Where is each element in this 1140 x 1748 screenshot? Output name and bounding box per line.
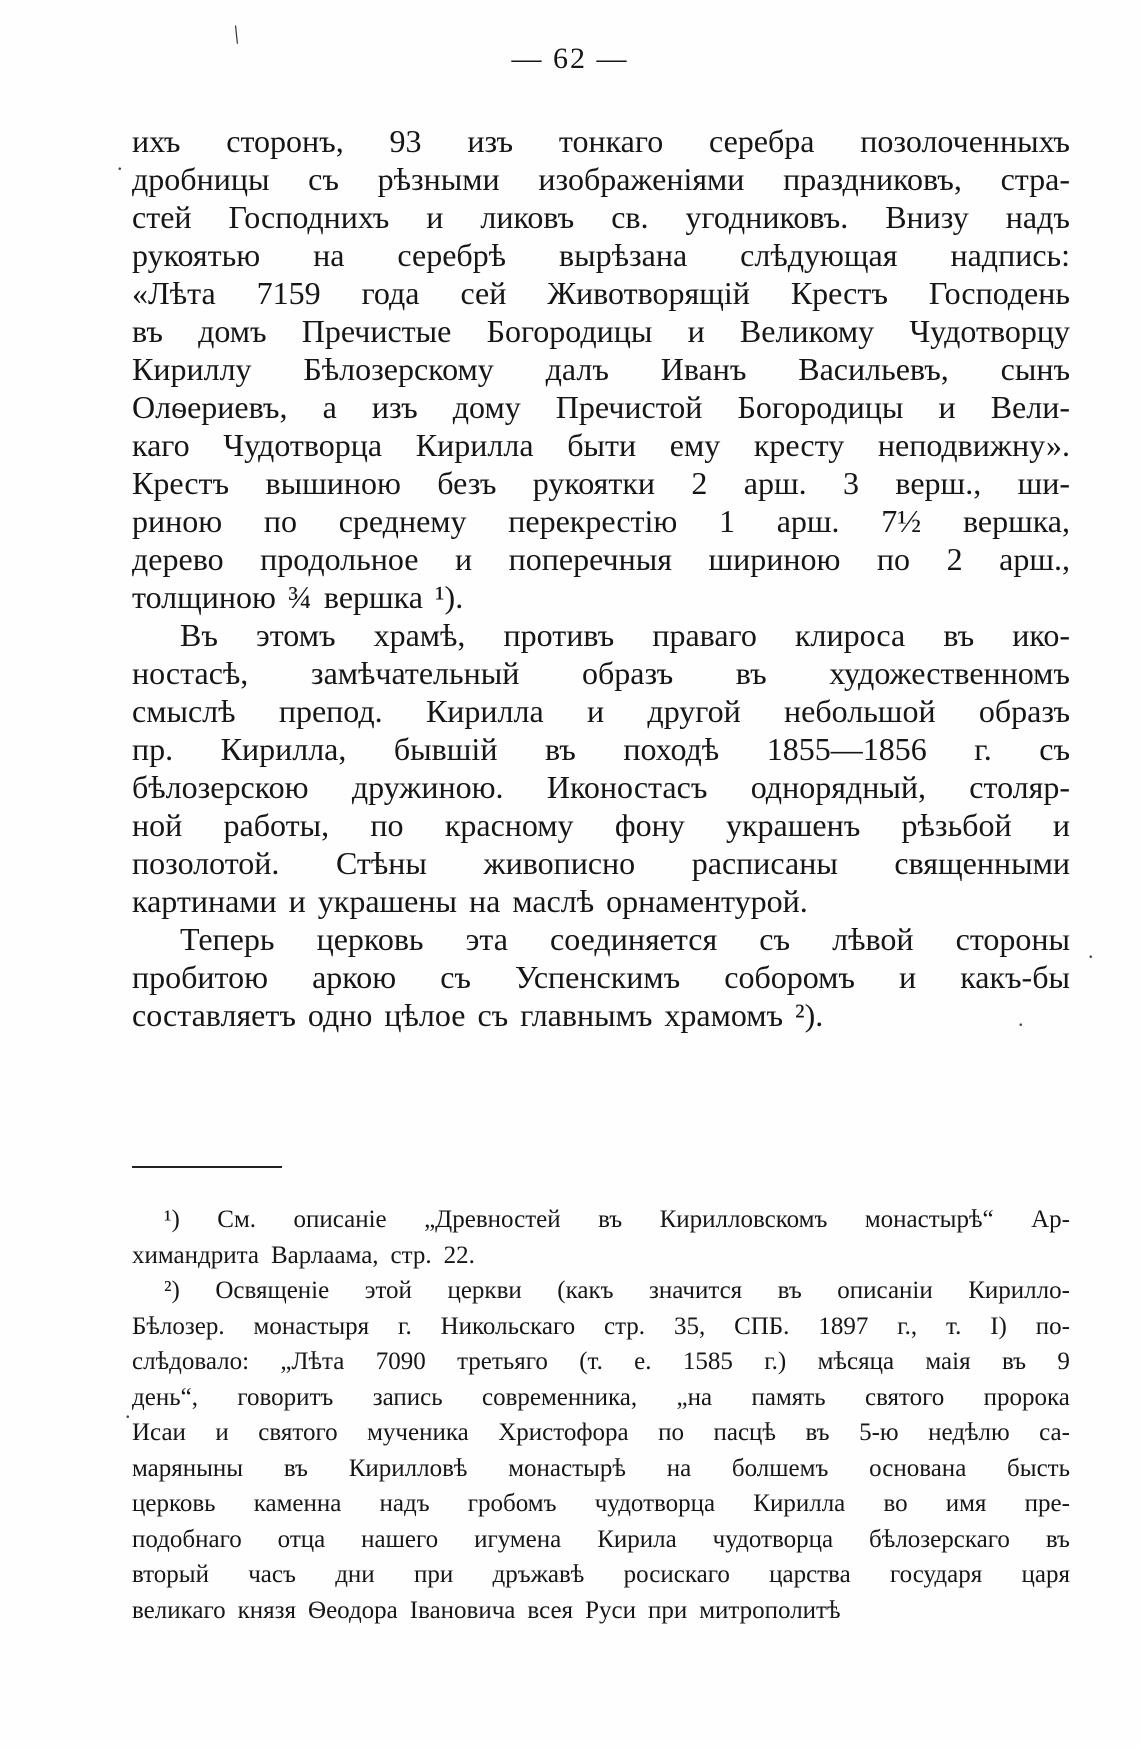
margin-mark: . <box>1018 1006 1024 1031</box>
text-line: Теперь церковь эта соединяется съ лѣвой стороны <box>180 921 1070 957</box>
text-line: дробницы съ рѣзными изображеніями праздниковъ, стра- <box>132 161 1070 197</box>
paragraph <box>132 920 1070 1034</box>
margin-mark: . <box>117 150 123 175</box>
page-number: — 62 — <box>511 42 629 75</box>
text-line: слѣдовало: „Лѣта 7090 третьяго (т. е. 1585 г.) мѣсяца маія въ 9 <box>132 1348 1070 1375</box>
text-line: въ домъ Пречистые Богородицы и Великому Чудотворцу <box>132 313 1070 349</box>
margin-mark: . <box>1088 938 1094 963</box>
text-line: бѣлозерскою дружиною. Иконостасъ однорядный, столяр- <box>132 769 1070 805</box>
text-line: ностасѣ, замѣчательный образъ въ художественномъ <box>132 655 1070 691</box>
text-line: Кириллу Бѣлозерскому далъ Иванъ Васильевъ, сынъ <box>132 351 1070 387</box>
text-line: подобнаго отца нашего игумена Кирила чудотворца бѣлозерскаго въ <box>132 1525 1070 1553</box>
text-line: стей Господнихъ и ликовъ св. угодниковъ. Внизу надъ <box>132 199 1070 235</box>
text-line: каго Чудотворца Кирилла быти ему кресту неподвижну». <box>132 427 1070 463</box>
text-line: дерево продольное и поперечныя шириною по 2 арш., <box>132 541 1070 577</box>
text-line: вторый часъ дни при дръжавѣ росискаго царства государя царя <box>132 1561 1070 1588</box>
main-text <box>132 122 1070 1034</box>
text-line: Исаи и святого мученика Христофора по пасцѣ въ 5-ю недѣлю са- <box>132 1419 1070 1446</box>
footnote <box>132 1202 1070 1273</box>
footnote <box>132 1273 1070 1628</box>
text-line: ¹) См. описаніе „Древностей въ Кирилловскомъ монастырѣ“ Ар- <box>164 1206 1070 1233</box>
text-line: день“, говоритъ запись современника, „на память святого пророка <box>132 1383 1070 1411</box>
text-line: Крестъ вышиною безъ рукоятки 2 арш. 3 верш., ши- <box>132 465 1070 501</box>
text-line: Въ этомъ храмѣ, противъ праваго клироса въ ико- <box>180 617 1070 653</box>
text-line: пробитою аркою съ Успенскимъ соборомъ и какъ-бы <box>132 959 1070 995</box>
text-line: рукоятью на серебрѣ вырѣзана слѣдующая надпись: <box>132 237 1070 273</box>
text-line: Олѳериевъ, а изъ дому Пречистой Богородицы и Вели- <box>132 389 1070 425</box>
paragraph <box>132 122 1070 616</box>
text-line: толщиною ¾ вершка ¹). <box>132 579 464 615</box>
text-line: пр. Кирилла, бывшій въ походѣ 1855—1856 г. съ <box>132 731 1070 767</box>
text-line: великаго князя Ѳеодора Івановича всея Руси при митрополитѣ <box>132 1596 841 1624</box>
text-line: позолотой. Стѣны живописно расписаны священными <box>132 845 1070 881</box>
stray-mark: / <box>226 19 246 50</box>
text-line: химандрита Варлаама, стр. 22. <box>132 1241 475 1269</box>
text-line: ²) Освященіе этой церкви (какъ значится въ описаніи Кирилло- <box>164 1277 1070 1304</box>
footnote-rule <box>132 1166 282 1168</box>
text-line: церковь каменна надъ гробомъ чудотворца Кирилла во имя пре- <box>132 1490 1070 1517</box>
text-line: риною по среднему перекрестію 1 арш. 7½ вершка, <box>132 503 1070 539</box>
text-line: Бѣлозер. монастыря г. Никольскаго стр. 35, СПБ. 1897 г., т. I) по- <box>132 1312 1070 1340</box>
text-line: маряныны въ Кирилловѣ монастырѣ на болшемъ основана бысть <box>132 1454 1070 1482</box>
footnotes <box>132 1202 1070 1628</box>
margin-mark: . <box>125 1398 131 1423</box>
text-line: смыслѣ препод. Кирилла и другой небольшой образъ <box>132 693 1070 729</box>
text-line: картинами и украшены на маслѣ орнаментурой. <box>132 883 808 919</box>
text-line: «Лѣта 7159 года сей Животворящій Крестъ Господень <box>132 275 1070 311</box>
text-line: ной работы, по красному фону украшенъ рѣзьбой и <box>132 807 1070 843</box>
paragraph <box>132 616 1070 920</box>
text-line: составляетъ одно цѣлое съ главнымъ храмомъ ²). <box>132 997 824 1033</box>
text-line: ихъ сторонъ, 93 изъ тонкаго серебра позолоченныхъ <box>132 123 1070 159</box>
